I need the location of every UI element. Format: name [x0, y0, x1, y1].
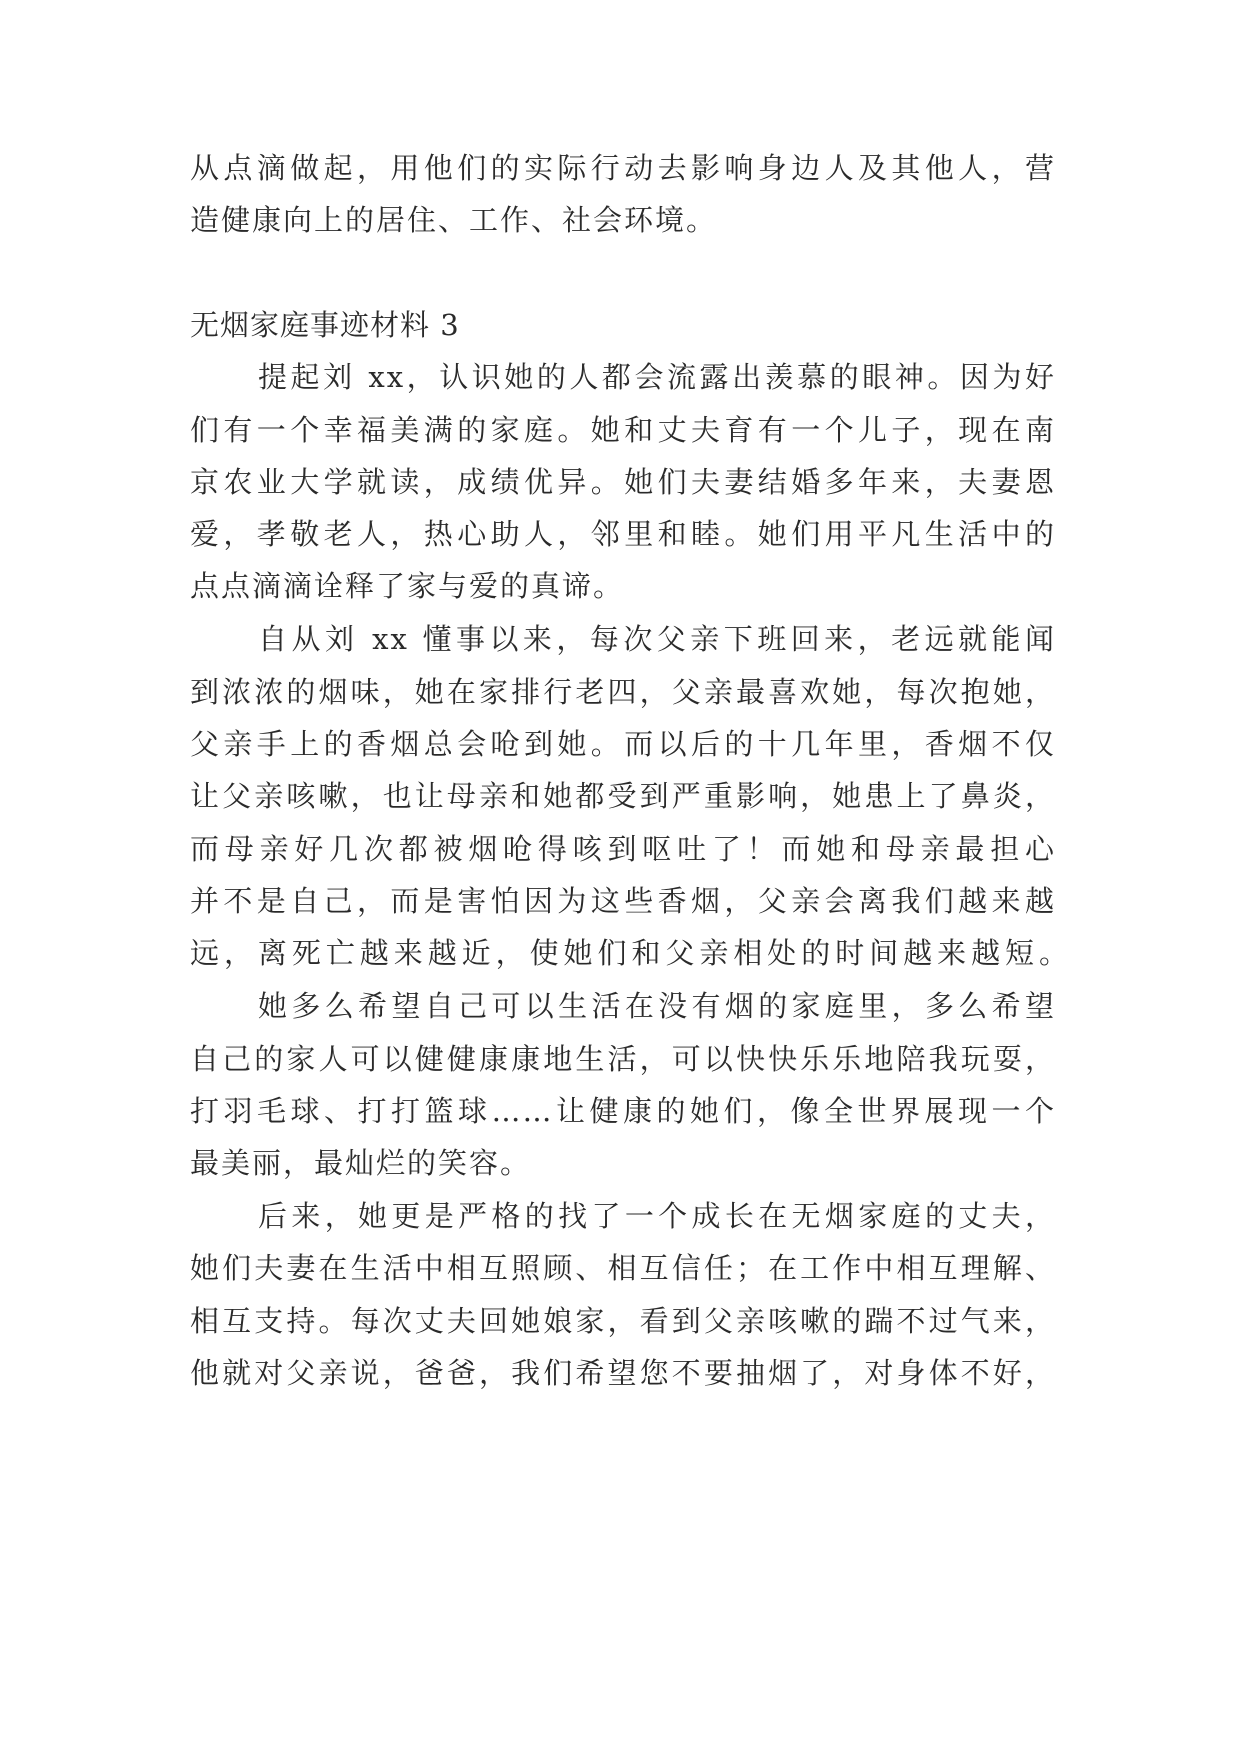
paragraph-4-line-1: 后来，她更是严格的找了一个成长在无烟家庭的丈夫，	[258, 1199, 1056, 1233]
paragraph-1-line-1: 提起刘 xx，认识她的人都会流露出羡慕的眼神。因为好	[258, 360, 1056, 394]
intro-line-1: 从点滴做起，用他们的实际行动去影响身边人及其他人，营	[190, 151, 1056, 185]
paragraph-1-line-3: 京农业大学就读，成绩优异。她们夫妻结婚多年来，夫妻恩	[190, 465, 1056, 499]
paragraph-3-line-4: 最美丽，最灿烂的笑容。	[190, 1146, 532, 1180]
paragraph-2-line-6: 并不是自己，而是害怕因为这些香烟，父亲会离我们越来越	[190, 884, 1056, 918]
paragraph-1-line-2: 们有一个幸福美满的家庭。她和丈夫育有一个儿子，现在南	[190, 413, 1056, 447]
paragraph-4-line-3: 相互支持。每次丈夫回她娘家，看到父亲咳嗽的踹不过气来，	[190, 1304, 1056, 1338]
paragraph-4-line-2: 她们夫妻在生活中相互照顾、相互信任；在工作中相互理解、	[190, 1251, 1056, 1285]
paragraph-2-line-4: 让父亲咳嗽，也让母亲和她都受到严重影响，她患上了鼻炎，	[190, 779, 1056, 813]
paragraph-3-line-3: 打羽毛球、打打篮球……让健康的她们，像全世界展现一个	[190, 1094, 1056, 1128]
paragraph-2-line-1: 自从刘 xx 懂事以来，每次父亲下班回来，老远就能闻	[258, 622, 1056, 656]
paragraph-3-line-1: 她多么希望自己可以生活在没有烟的家庭里，多么希望	[258, 989, 1056, 1023]
paragraph-2-line-5: 而母亲好几次都被烟呛得咳到呕吐了！而她和母亲最担心	[190, 832, 1056, 866]
paragraph-3-line-2: 自己的家人可以健健康康地生活，可以快快乐乐地陪我玩耍，	[190, 1042, 1056, 1076]
paragraph-4-line-4: 他就对父亲说，爸爸，我们希望您不要抽烟了，对身体不好，	[190, 1356, 1056, 1390]
paragraph-1-line-4: 爱，孝敬老人，热心助人，邻里和睦。她们用平凡生活中的	[190, 517, 1056, 551]
paragraph-2-line-2: 到浓浓的烟味，她在家排行老四，父亲最喜欢她，每次抱她，	[190, 675, 1056, 709]
paragraph-1-line-5: 点点滴滴诠释了家与爱的真谛。	[190, 569, 625, 603]
intro-line-2: 造健康向上的居住、工作、社会环境。	[190, 203, 718, 237]
paragraph-2-line-7: 远，离死亡越来越近，使她们和父亲相处的时间越来越短。	[190, 936, 1070, 970]
section-title: 无烟家庭事迹材料 3	[190, 308, 460, 342]
paragraph-2-line-3: 父亲手上的香烟总会呛到她。而以后的十几年里，香烟不仅	[190, 727, 1056, 761]
